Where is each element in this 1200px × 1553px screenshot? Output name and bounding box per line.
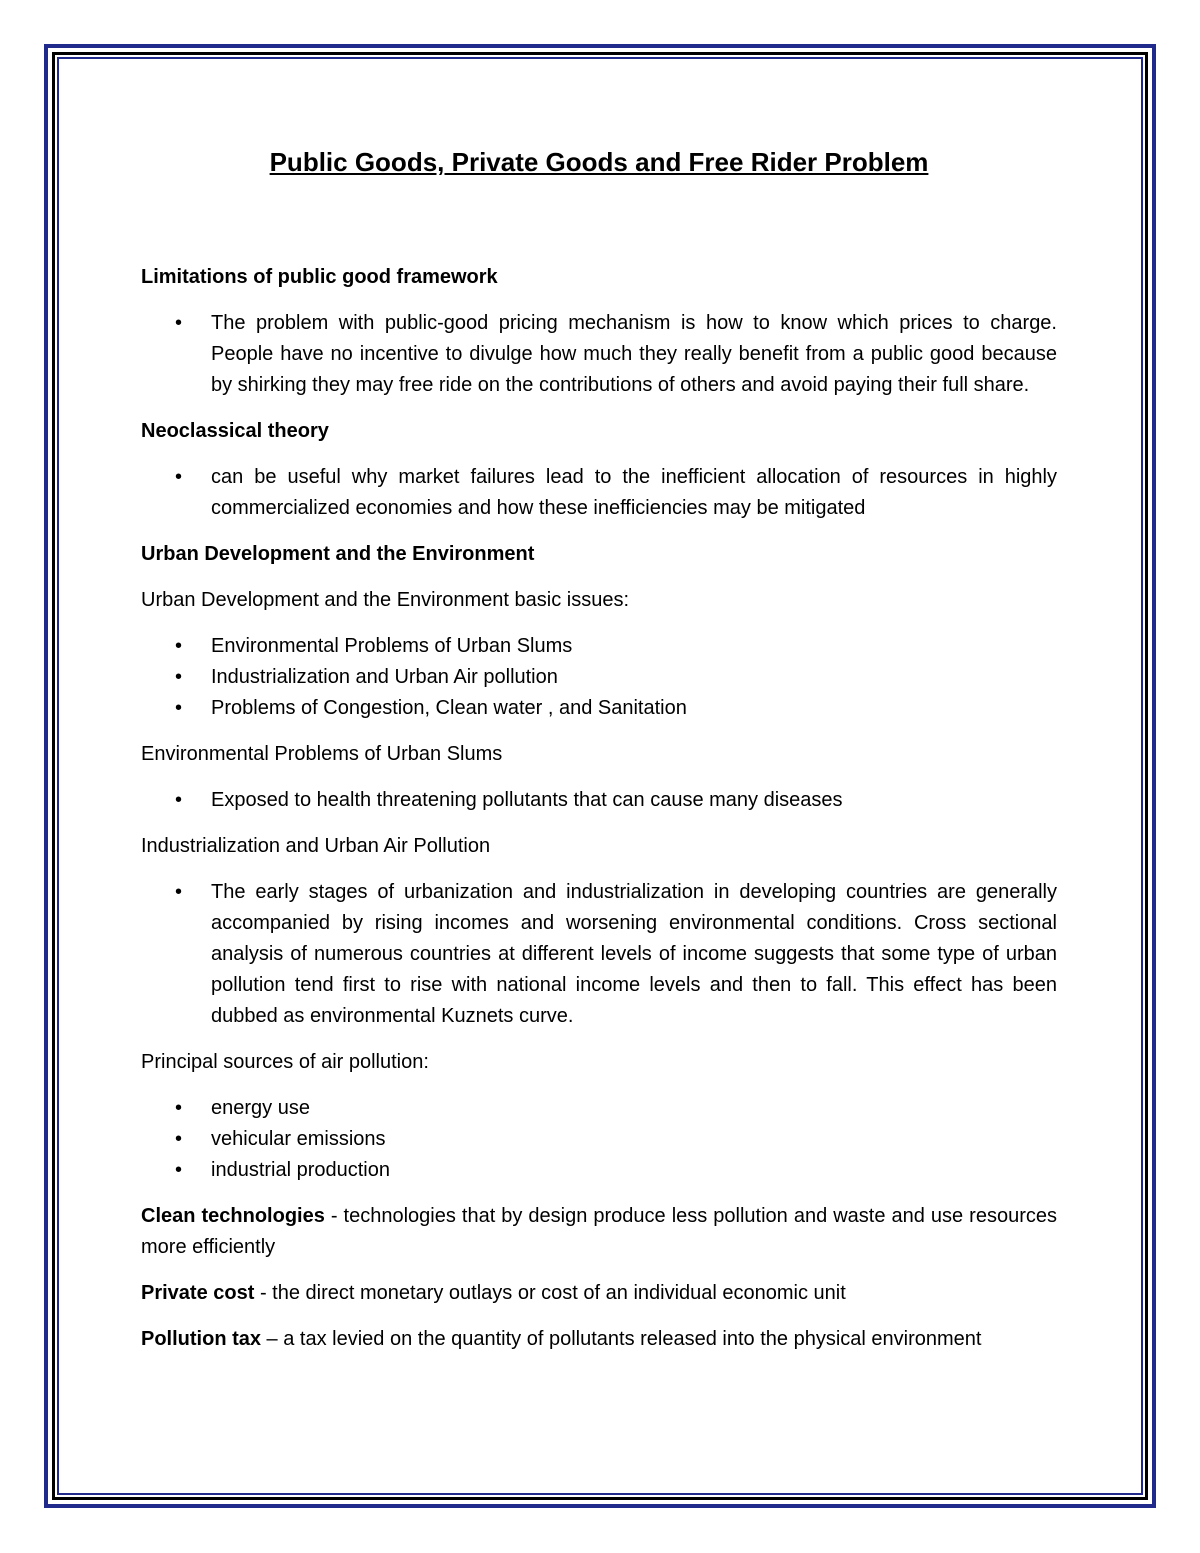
definition-clean-technologies: [141, 1201, 1057, 1263]
document-body: [141, 140, 1057, 1370]
bullet-icon: •: [175, 466, 183, 488]
urban-intro: Urban Development and the Environment basic issues:: [141, 589, 630, 611]
bullet-icon: •: [175, 697, 183, 719]
list-item: • energy use: [211, 1093, 1057, 1124]
list-item: • Exposed to health threatening pollutants that can cause many diseases: [211, 785, 1057, 816]
list-item: • The early stages of urbanization and industrialization in developing countries are generally accompanied by rising incomes and worsening environmental conditions. Cross sectional analysis of numerous countries at different levels of income suggests that some type of urban pollution tend first to rise with national income levels and then to fall. This effect has been dubbed as environmental Kuznets curve.: [211, 877, 1057, 1032]
heading-neoclassical: Neoclassical theory: [141, 420, 329, 442]
list-item: • Environmental Problems of Urban Slums: [211, 631, 1057, 662]
definition-text: - technologies that by design produce less pollution and waste and use resources more efficiently: [141, 1205, 1057, 1258]
list-item: • can be useful why market failures lead to the inefficient allocation of resources in highly commercialized economies and how these inefficiencies may be mitigated: [211, 462, 1057, 524]
list-air: [141, 877, 1057, 1032]
definition-text: - the direct monetary outlays or cost of an individual economic unit: [254, 1282, 846, 1304]
bullet-icon: •: [175, 635, 183, 657]
bullet-icon: •: [175, 666, 183, 688]
bullet-icon: •: [175, 1159, 183, 1181]
definition-text: – a tax levied on the quantity of pollutants released into the physical environment: [261, 1328, 982, 1350]
definition-private-cost: [141, 1278, 1057, 1309]
document-title: Public Goods, Private Goods and Free Rider Problem: [269, 147, 929, 177]
bullet-icon: •: [175, 1128, 183, 1150]
heading-sources: Principal sources of air pollution:: [141, 1051, 429, 1073]
list-item: • Industrialization and Urban Air pollution: [211, 662, 1057, 693]
list-neoclassical: [141, 462, 1057, 524]
definition-term: Private cost: [141, 1282, 255, 1304]
heading-air: Industrialization and Urban Air Pollution: [141, 835, 491, 857]
heading-slums: Environmental Problems of Urban Slums: [141, 743, 503, 765]
list-item: • The problem with public-good pricing mechanism is how to know which prices to charge. People have no incentive to divulge how much they really benefit from a public good because by shirking they may free ride on the contributions of others and avoid paying their full share.: [211, 308, 1057, 401]
definition-term: Clean technologies: [141, 1205, 325, 1227]
heading-limitations: Limitations of public good framework: [141, 266, 498, 288]
list-item: • industrial production: [211, 1155, 1057, 1186]
bullet-icon: •: [175, 312, 183, 334]
bullet-icon: •: [175, 789, 183, 811]
definition-pollution-tax: [141, 1324, 1057, 1355]
definition-term: Pollution tax: [141, 1328, 261, 1350]
bullet-icon: •: [175, 881, 183, 903]
list-urban: [141, 631, 1057, 724]
list-item: • vehicular emissions: [211, 1124, 1057, 1155]
list-limitations: [141, 308, 1057, 401]
heading-urban: Urban Development and the Environment: [141, 543, 535, 565]
list-slums: [141, 785, 1057, 816]
list-sources: [141, 1093, 1057, 1186]
list-item: • Problems of Congestion, Clean water , and Sanitation: [211, 693, 1057, 724]
bullet-icon: •: [175, 1097, 183, 1119]
